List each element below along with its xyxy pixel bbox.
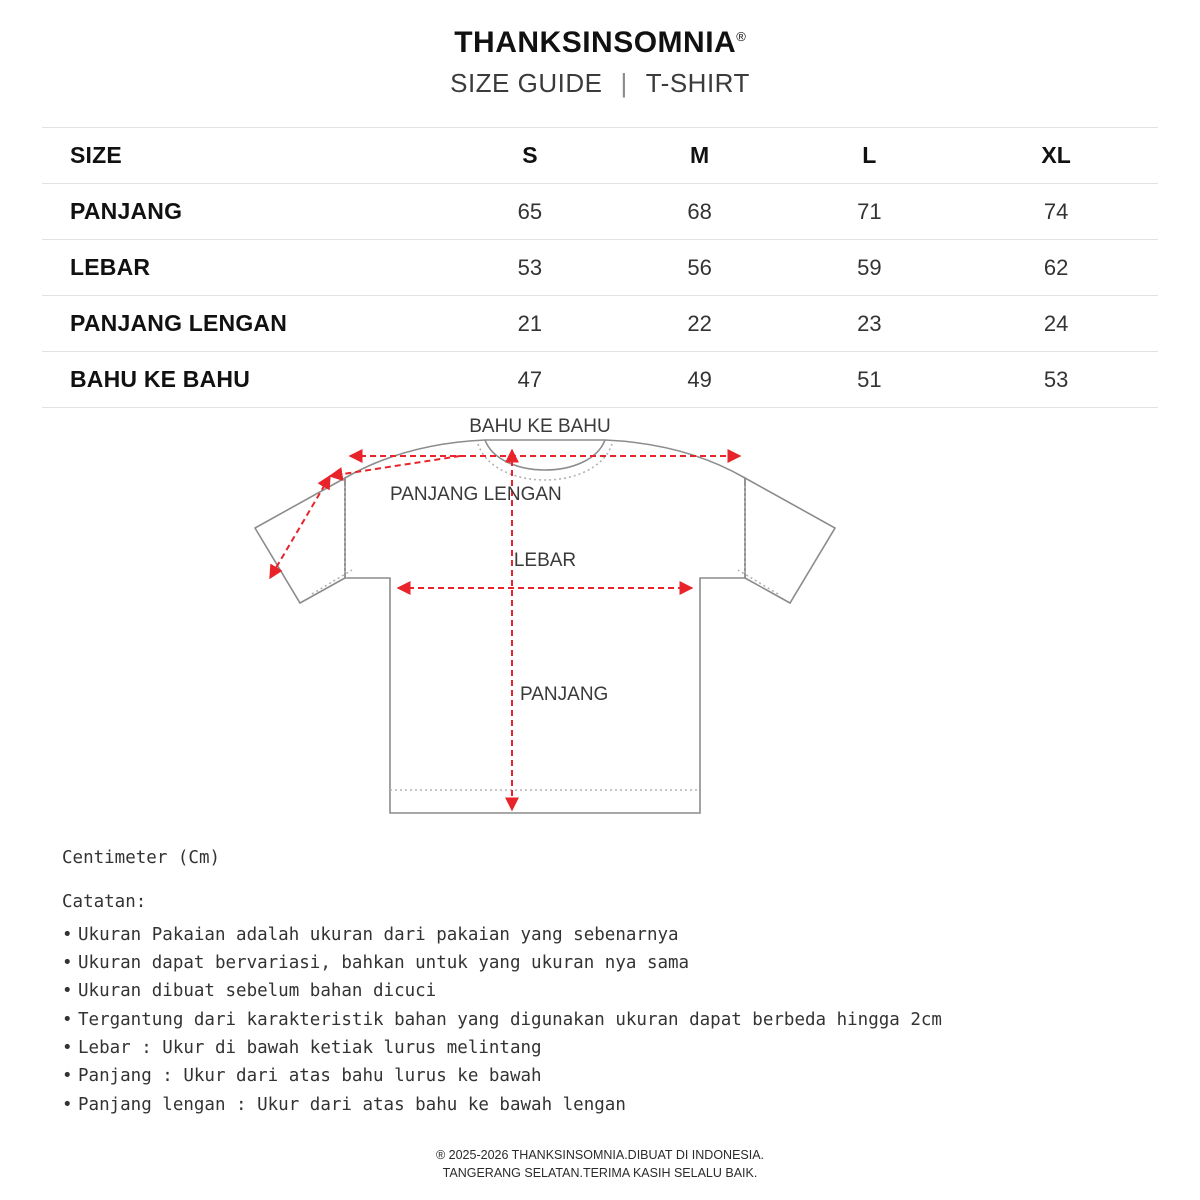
registered-mark: ® bbox=[736, 29, 746, 44]
row-label-lebar: LEBAR bbox=[70, 254, 151, 280]
table-header-row bbox=[42, 128, 1158, 184]
list-item: • Ukuran dibuat sebelum bahan dicuci bbox=[62, 977, 1200, 1005]
column-header-xl: XL bbox=[1041, 142, 1071, 168]
row-label-panjang-lengan: PANJANG LENGAN bbox=[70, 310, 288, 336]
cell-lebar-l: 59 bbox=[857, 254, 882, 280]
brand-title bbox=[454, 26, 746, 59]
list-item: • Ukuran dapat bervariasi, bahkan untuk yang ukuran nya sama bbox=[62, 949, 1200, 977]
diagram-label-panjang: PANJANG bbox=[520, 684, 609, 705]
column-header-l: L bbox=[862, 142, 877, 168]
diagram-label-lebar: LEBAR bbox=[513, 550, 577, 571]
brand-name: THANKSINSOMNIA bbox=[454, 26, 737, 59]
list-item: • Ukuran Pakaian adalah ukuran dari pakaian yang sebenarnya bbox=[62, 921, 1200, 949]
diagram-label-panjang-lengan: PANJANG LENGAN bbox=[390, 484, 562, 505]
list-item: • Tergantung dari karakteristik bahan yang digunakan ukuran dapat berbeda hingga 2cm bbox=[62, 1006, 1200, 1034]
cell-lebar-m: 56 bbox=[687, 254, 712, 280]
cell-panjang-xl: 74 bbox=[1043, 198, 1069, 224]
row-label-bahu-ke-bahu: BAHU KE BAHU bbox=[70, 366, 251, 392]
notes-section bbox=[62, 844, 1200, 1119]
page-footer bbox=[0, 1146, 1200, 1182]
cell-panjang-lengan-l: 23 bbox=[857, 310, 882, 336]
column-header-size: SIZE bbox=[70, 142, 122, 168]
subtitle-right: T-SHIRT bbox=[645, 68, 750, 98]
list-item: • Lebar : Ukur di bawah ketiak lurus melintang bbox=[62, 1034, 1200, 1062]
page-header bbox=[0, 0, 1200, 99]
table-row bbox=[42, 352, 1158, 408]
notes-title: Catatan: bbox=[62, 892, 147, 913]
cell-panjang-lengan-xl: 24 bbox=[1043, 310, 1069, 336]
footer-line-1: ® 2025-2026 THANKSINSOMNIA.DIBUAT DI INDONESIA. bbox=[435, 1147, 765, 1162]
cell-panjang-lengan-m: 22 bbox=[687, 310, 712, 336]
cell-bahu-ke-bahu-m: 49 bbox=[687, 366, 712, 392]
tshirt-diagram bbox=[0, 418, 1200, 838]
table-row bbox=[42, 240, 1158, 296]
page-subtitle bbox=[0, 68, 1200, 99]
cell-panjang-s: 65 bbox=[517, 198, 543, 224]
cell-bahu-ke-bahu-s: 47 bbox=[517, 366, 543, 392]
notes-list bbox=[62, 921, 1200, 1119]
cell-panjang-lengan-s: 21 bbox=[517, 310, 543, 336]
list-item: • Panjang : Ukur dari atas bahu lurus ke bawah bbox=[62, 1062, 1200, 1090]
cell-bahu-ke-bahu-l: 51 bbox=[857, 366, 882, 392]
tshirt-diagram-svg bbox=[160, 418, 1040, 838]
cell-lebar-xl: 62 bbox=[1043, 254, 1069, 280]
subtitle-left: SIZE GUIDE bbox=[450, 68, 603, 98]
subtitle-separator: | bbox=[620, 68, 628, 98]
column-header-m: M bbox=[690, 142, 710, 168]
footer-line-2: TANGERANG SELATAN.TERIMA KASIH SELALU BAIK. bbox=[442, 1165, 758, 1180]
table-row bbox=[42, 296, 1158, 352]
measure-arrows-secondary bbox=[330, 456, 460, 476]
diagram-label-bahu-ke-bahu: BAHU KE BAHU bbox=[469, 418, 611, 437]
cell-panjang-l: 71 bbox=[857, 198, 882, 224]
cell-bahu-ke-bahu-xl: 53 bbox=[1043, 366, 1069, 392]
row-label-panjang: PANJANG bbox=[70, 198, 183, 224]
size-table bbox=[42, 127, 1158, 408]
cell-panjang-m: 68 bbox=[687, 198, 712, 224]
cell-lebar-s: 53 bbox=[517, 254, 543, 280]
column-header-s: S bbox=[522, 142, 538, 168]
list-item: • Panjang lengan : Ukur dari atas bahu ke bawah lengan bbox=[62, 1091, 1200, 1119]
unit-label: Centimeter (Cm) bbox=[62, 848, 221, 868]
table-row bbox=[42, 184, 1158, 240]
